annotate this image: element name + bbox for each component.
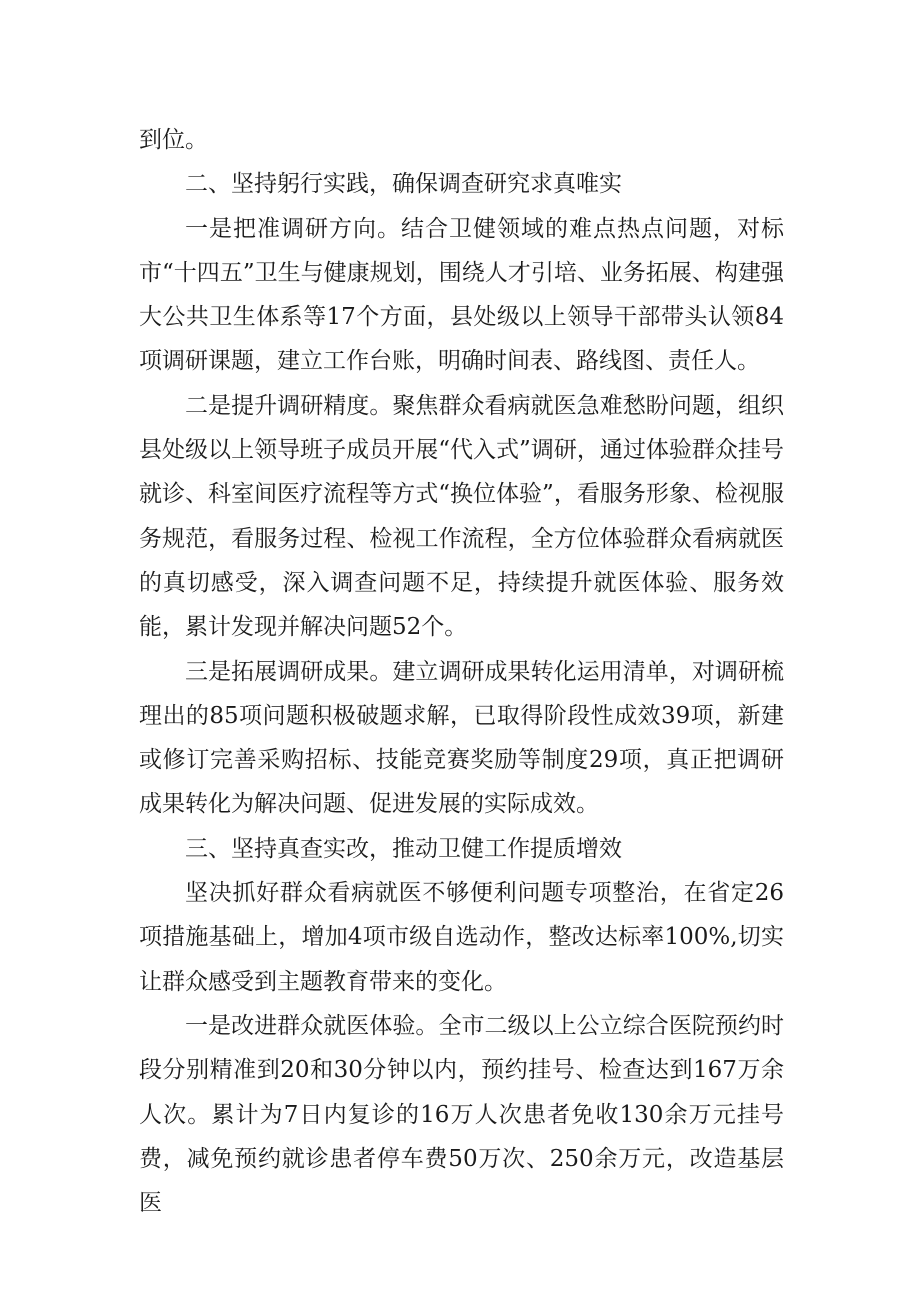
paragraph-research-precision: 二是提升调研精度。聚焦群众看病就医急难愁盼问题，组织县处级以上领导班子成员开展“代入式”调研，通过体验群众挂号就诊、科室间医疗流程等方式“换位体验”，看服务形象、检视服务规范，看服务过程、检视工作流程，全方位体验群众看病就医的真切感受，深入调查问题不足，持续提升就医体验、服务效能，累计发现并解决问题52个。 <box>139 392 784 641</box>
paragraph-research-direction: 一是把准调研方向。结合卫健领域的难点热点问题，对标市“十四五”卫生与健康规划，围绕人才引培、业务拓展、构建强大公共卫生体系等17个方面，县处级以上领导干部带头认领84项调研课题，建立工作台账，明确时间表、路线图、责任人。 <box>139 215 784 375</box>
document-body <box>139 118 784 1225</box>
paragraph-continuation: 到位。 <box>139 127 208 153</box>
paragraph-rectification: 坚决抓好群众看病就医不够便利问题专项整治，在省定26项措施基础上，增加4项市级自选动作，整改达标率100%,切实让群众感受到主题教育带来的变化。 <box>139 880 784 995</box>
paragraph-patient-experience: 一是改进群众就医体验。全市二级以上公立综合医院预约时段分别精准到20和30分钟以内，预约挂号、检查达到167万余人次。累计为7日内复诊的16万人次患者免收130余万元挂号费，减免预约就诊患者停车费50万次、250余万元，改造基层医 <box>139 1012 784 1217</box>
section-heading-2: 二、坚持躬行实践，确保调查研究求真唯实 <box>185 171 622 198</box>
paragraph-research-results: 三是拓展调研成果。建立调研成果转化运用清单，对调研梳理出的85项问题积极破题求解，已取得阶段性成效39项，新建或修订完善采购招标、技能竞赛奖励等制度29项，真正把调研成果转化为解决问题、促进发展的实际成效。 <box>139 658 784 818</box>
section-heading-3: 三、坚持真查实改，推动卫健工作提质增效 <box>185 835 622 862</box>
